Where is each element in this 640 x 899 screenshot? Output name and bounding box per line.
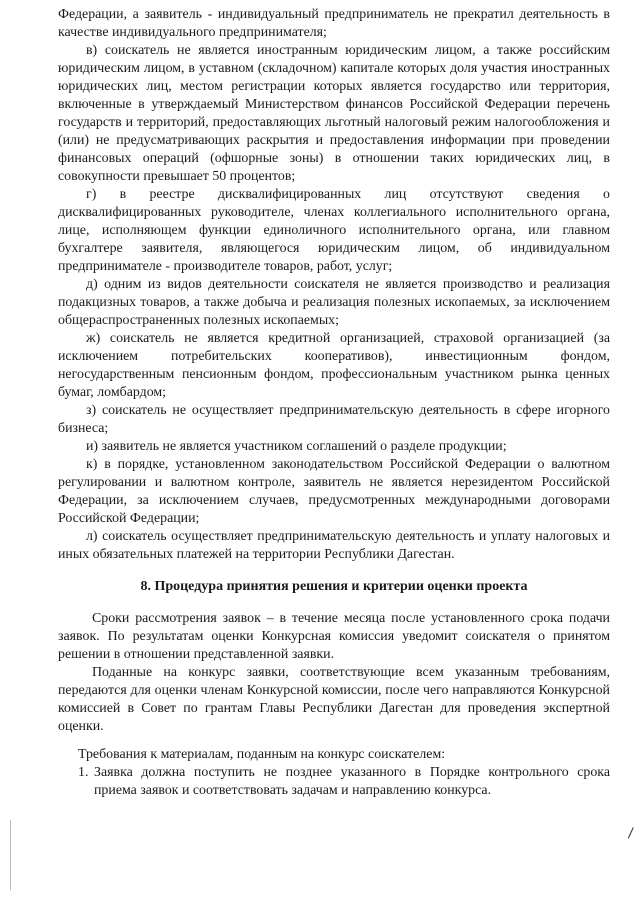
paragraph-item-z: з) соискатель не осуществляет предпринимательскую деятельность в сфере игорного бизнеса; xyxy=(58,403,610,436)
paragraph-continuation: Федерации, а заявитель - индивидуальный предприниматель не прекратил деятельность в качестве индивидуального предпринимателя; xyxy=(58,7,610,40)
paragraph-item-l: л) соискатель осуществляет предпринимательскую деятельность и уплату налоговых и иных обязательных платежей на территории Республики Дагестан. xyxy=(58,529,610,562)
document-body xyxy=(58,6,610,800)
scan-artifact-mark xyxy=(628,827,639,840)
section-paragraph: Сроки рассмотрения заявок – в течение месяца после установленного срока подачи заявок. По результатам оценки Конкурсная комиссия уведомит соискателя о принятом решении в отношении представленной заявки. xyxy=(58,611,610,662)
paragraph-item-i: и) заявитель не является участником соглашений о разделе продукции; xyxy=(86,439,507,454)
paragraph-item-zh: ж) соискатель не является кредитной организацией, страховой организацией (за исключением потребительских кооперативов), инвестиционным фондом, негосударственным пенсионным фондом, профессиональным участником рынка ценных бумаг, ломбардом; xyxy=(58,331,610,400)
section-heading: 8. Процедура принятия решения и критерии оценки проекта xyxy=(140,579,528,594)
paragraph-item-d: д) одним из видов деятельности соискателя не является производство и реализация подакцизных товаров, а также добыча и реализация полезных ископаемых, за исключением общераспространенных полезных ископаемых; xyxy=(58,277,610,328)
list-item-number: 1. xyxy=(78,765,89,780)
paragraph-item-v: в) соискатель не является иностранным юридическим лицом, а также российским юридическим лицом, в уставном (складочном) капитале которых доля участия иностранных юридических лиц, местом регистрации которых является государство или территория, включенные в утверждаемый Министерством финансов Российской Федерации перечень государств и территорий, предоставляющих льготный налоговый режим налогообложения и (или) не предусматривающих раскрытия и предоставления информации при проведении финансовых операций (офшорные зоны) в отношении таких юридических лиц, в совокупности превышает 50 процентов; xyxy=(58,43,610,184)
list-item-text: Заявка должна поступить не позднее указанного в Порядке контрольного срока приема заявок и соответствовать задачам и направлению конкурса. xyxy=(94,765,610,798)
section-paragraph: Поданные на конкурс заявки, соответствующие всем указанным требованиям, передаются для оценки членам Конкурсной комиссии, после чего направляются Конкурсной комиссией в Совет по грантам Главы Республики Дагестан для проведения экспертной оценки. xyxy=(58,665,610,734)
spacer xyxy=(58,736,610,746)
requirements-list xyxy=(58,764,610,800)
paragraph-item-k: к) в порядке, установленном законодательством Российской Федерации о валютном регулировании и валютном контроле, заявитель не является нерезидентом Российской Федерации, за исключением случаев, предусмотренных международными договорами Российской Федерации; xyxy=(58,457,610,526)
paragraph-item-g: г) в реестре дисквалифицированных лиц отсутствуют сведения о дисквалифицированных руководителе, членах коллегиального исполнительного органа, лице, исполняющем функции единоличного исполнительного органа, или главном бухгалтере заявителя, являющегося юридическим лицом, об индивидуальном предпринимателе - производителе товаров, работ, услуг; xyxy=(58,187,610,274)
list-item xyxy=(78,764,610,800)
requirements-intro: Требования к материалам, поданным на конкурс соискателем: xyxy=(78,747,446,762)
scan-margin-line xyxy=(10,820,11,890)
